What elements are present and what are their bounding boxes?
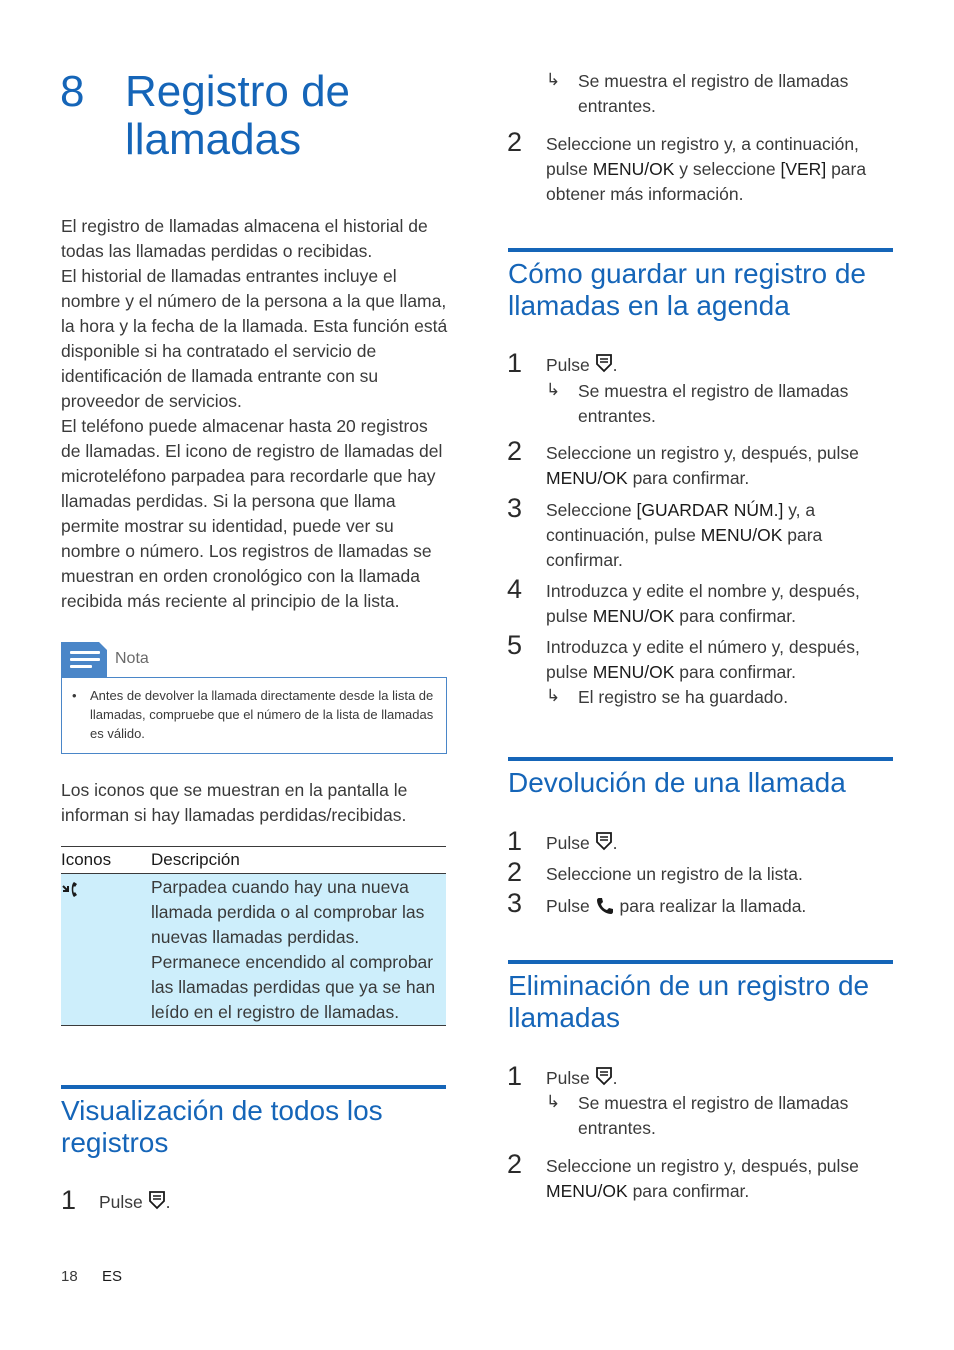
step-number: 3 (507, 493, 523, 523)
result-text: Se muestra el registro de llamadas entrantes. (578, 381, 849, 426)
step-text-part: Introduzca y edite el número y, después, pulse (546, 637, 860, 682)
column-header-description: Descripción (151, 850, 240, 869)
language-code: ES (102, 1268, 123, 1285)
note-label: Nota (115, 650, 149, 667)
step-number: 5 (507, 630, 523, 660)
step-text-part: para confirmar. (679, 606, 796, 626)
step-text (546, 579, 881, 629)
step-pulse-label: Pulse (546, 833, 590, 853)
icons-table (61, 846, 446, 1026)
step-text (546, 1154, 876, 1204)
intro-paragraph-1: El registro de llamadas almacena el historial de todas las llamadas perdidas o recibidas. (61, 216, 428, 261)
step-text-part: Introduzca y edite el nombre y, después, pulse (546, 581, 860, 626)
step-text (546, 894, 806, 919)
result-arrow-icon: ↳ (546, 70, 561, 89)
result-text: El registro se ha guardado. (578, 687, 789, 707)
note-box (61, 642, 447, 754)
intro-paragraph-2: El historial de llamadas entrantes incluye el nombre y el número de la persona a la que llama, la hora y la fecha de la llamada. Esta función está disponible si ha contratado el servicio de identificación de llamada entrante con su proveedor de servicios. (61, 266, 448, 411)
step-text-part: Seleccione un registro y, a continuación, pulse (546, 134, 859, 179)
step-text (546, 498, 856, 573)
step-number: 3 (507, 888, 523, 918)
icons-intro: Los iconos que se muestran en la pantalla le informan si hay llamadas perdidas/recibidas. (61, 780, 408, 825)
step-number: 2 (507, 857, 523, 887)
step-dot: . (612, 355, 618, 375)
result-text: Se muestra el registro de llamadas entrantes. (578, 1093, 849, 1138)
step-text (546, 831, 618, 856)
menu-ok-key: MENU/OK (592, 662, 675, 682)
step-text-part: para realizar la llamada. (619, 896, 807, 916)
note-bullet: • (72, 688, 77, 703)
step-text-part: para obtener más información. (546, 159, 867, 204)
step-text-part: para confirmar. (546, 525, 823, 570)
page-number: 18 (61, 1268, 78, 1285)
section-title-view-all: Visualización de todos los registros (61, 1085, 446, 1159)
ver-key: [VER] (780, 159, 827, 179)
step-text (546, 132, 891, 207)
note-text: Antes de devolver la llamada directamente desde la lista de llamadas, compruebe que el número de la lista de llamadas es válido. (90, 688, 434, 741)
note-body (61, 677, 447, 754)
step-text-part: para confirmar. (679, 662, 796, 682)
intro-text (61, 214, 451, 614)
chapter-title: Registro de llamadas (125, 67, 351, 164)
call-log-icon (596, 354, 612, 374)
step-number: 1 (507, 348, 523, 378)
table-header (61, 846, 446, 874)
step-number: 1 (61, 1185, 77, 1215)
step-text (546, 635, 881, 685)
step-text-part: Seleccione un registro y, después, pulse (546, 443, 859, 463)
step-text (99, 1190, 171, 1215)
table-cell-description: Parpadea cuando hay una nueva llamada perdida o al comprobar las nuevas llamadas perdidas. Permanece encendido al comprobar las llamadas perdidas que ya se han leído en el registro de llamadas. (151, 877, 436, 1022)
step-text-part: y, a continuación, pulse (546, 500, 816, 545)
menu-ok-key: MENU/OK (700, 525, 783, 545)
step-number: 1 (507, 826, 523, 856)
step-dot: . (165, 1192, 171, 1212)
column-header-icons: Iconos (61, 850, 112, 869)
note-icon (61, 642, 107, 677)
call-log-icon (596, 1067, 612, 1087)
result-arrow-icon: ↳ (546, 686, 561, 705)
section-title-delete: Eliminación de un registro de llamadas (508, 960, 893, 1034)
step-number: 2 (507, 127, 523, 157)
menu-ok-key: MENU/OK (592, 159, 675, 179)
menu-ok-key: MENU/OK (546, 1181, 628, 1201)
step-text-part: Seleccione (546, 500, 632, 520)
menu-ok-key: MENU/OK (546, 468, 628, 488)
missed-call-icon (61, 880, 81, 905)
menu-ok-key: MENU/OK (592, 606, 675, 626)
step-pulse-label: Pulse (546, 355, 590, 375)
result-arrow-icon: ↳ (546, 1092, 561, 1111)
call-log-icon (596, 832, 612, 852)
table-row (61, 874, 446, 1026)
step-text-part: y seleccione (679, 159, 776, 179)
step-text-part: para confirmar. (632, 1181, 750, 1201)
result-text: Se muestra el registro de llamadas entrantes. (578, 71, 849, 116)
intro-paragraph-3: El teléfono puede almacenar hasta 20 registros de llamadas. El icono de registro de llamadas del microteléfono parpadea para recordarle que hay llamadas perdidas. Si la persona que llama permite mostrar su identidad, puede ver su nombre o número. Los registros de llamadas se muestran en orden cronológico con la llamada recibida más reciente al principio de la lista. (61, 416, 443, 611)
step-dot: . (612, 1068, 618, 1088)
result-arrow-icon: ↳ (546, 380, 561, 399)
step-number: 2 (507, 436, 523, 466)
step-text (546, 441, 876, 491)
step-text-part: Seleccione un registro y, después, pulse (546, 1156, 859, 1176)
call-log-icon (149, 1191, 165, 1211)
step-pulse-label: Pulse (99, 1192, 143, 1212)
section-title-save: Cómo guardar un registro de llamadas en la agenda (508, 248, 893, 322)
step-number: 4 (507, 574, 523, 604)
step-number: 2 (507, 1149, 523, 1179)
step-pulse-label: Pulse (546, 896, 590, 916)
step-text-part: para confirmar. (632, 468, 750, 488)
section-title-callback: Devolución de una llamada (508, 757, 893, 799)
chapter-number: 8 (60, 67, 85, 116)
step-number: 1 (507, 1061, 523, 1091)
save-number-key: [GUARDAR NÚM.] (636, 500, 784, 520)
step-text (546, 1066, 618, 1091)
step-pulse-label: Pulse (546, 1068, 590, 1088)
phone-icon (596, 897, 614, 915)
step-text (546, 353, 618, 378)
step-text: Seleccione un registro de la lista. (546, 864, 803, 884)
step-dot: . (612, 833, 618, 853)
